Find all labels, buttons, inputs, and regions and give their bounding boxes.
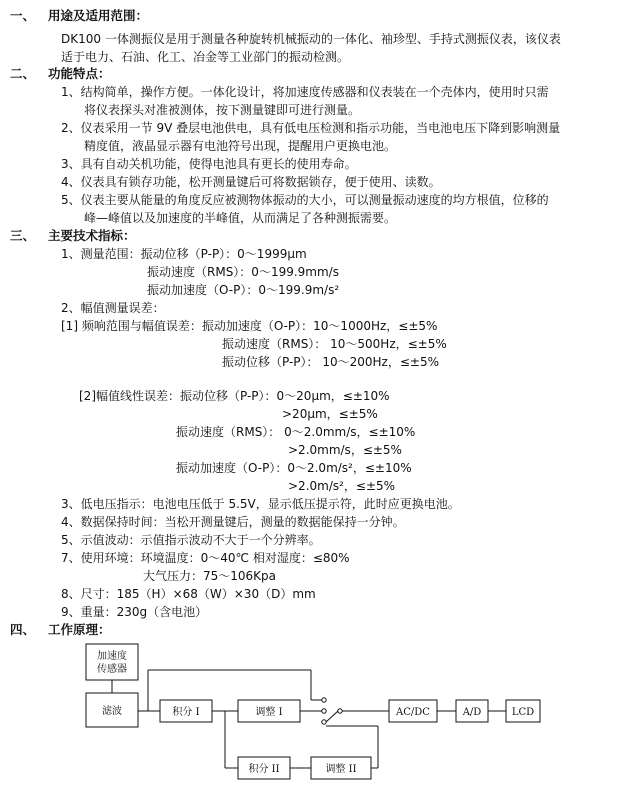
spec-frequency-acceleration: [1] 频响范围与幅值误差：振动加速度（O-P）：10～1000Hz，≤±5%: [61, 319, 438, 333]
spec-dimensions: 8、尺寸：185（H）×68（W）×30（D）mm: [61, 587, 316, 601]
adjust-1-label: 调整 I: [255, 707, 283, 718]
section-1-line-2: 适于电力、石油、化工、冶金等工业部门的振动检测。: [61, 50, 350, 64]
feature-1-line-2: 将仪表探头对准被测体，按下测量键即可进行测量。: [84, 103, 361, 117]
adjust-2-label: 调整 II: [325, 764, 357, 775]
integrator-1-label: 积分 I: [172, 707, 200, 718]
section-4-number: 四、: [10, 622, 36, 637]
section-4-title: 工作原理：: [48, 622, 111, 637]
section-3-number: 三、: [10, 228, 36, 243]
sensor-label-2: 传感器: [97, 664, 127, 675]
spec-frequency-velocity: 振动速度（RMS）： 10～500Hz，≤±5%: [222, 337, 447, 351]
filter-label: 滤波: [102, 706, 122, 717]
feature-5-line-2: 峰—峰值以及加速度的半峰值，从而满足了各种测振需要。: [84, 211, 397, 225]
section-1-title: 用途及适用范围：: [48, 8, 149, 23]
section-1-line-1: DK100 一体测振仪是用于测量各种旋转机械振动的一体化、袖珍型、手持式测振仪表，该仪表: [61, 32, 561, 46]
spec-linearity-displacement-2: >20μm，≤±5%: [282, 407, 378, 421]
spec-linearity-acceleration-2: >2.0m/s²，≤±5%: [288, 479, 396, 493]
section-1-number: 一、: [10, 8, 36, 23]
feature-2-line-1: 2、仪表采用一节 9V 叠层电池供电，具有低电压检测和指示功能，当电池电压下降到影响测量: [61, 121, 561, 135]
spec-linearity-acceleration-1: 振动加速度（O-P）：0～2.0m/s²，≤±10%: [176, 461, 412, 475]
spec-environment: 7、使用环境：环境温度：0～40℃ 相对湿度：≤80%: [61, 551, 350, 565]
spec-weight: 9、重量：230g（含电池）: [61, 605, 208, 619]
section-2-title: 功能特点：: [48, 66, 111, 81]
feature-5-line-1: 5、仪表主要从能量的角度反应被测物体振动的大小，可以测量振动速度的均方根值，位移的: [61, 193, 549, 207]
selector-switch: [322, 698, 342, 724]
feature-2-line-2: 精度值，液晶显示器有电池符号出现，提醒用户更换电池。: [84, 139, 397, 153]
section-3-title: 主要技术指标：: [48, 228, 136, 243]
feature-3: 3、具有自动关机功能，使得电池具有更长的使用寿命。: [61, 157, 357, 171]
integrator-2-label: 积分 II: [248, 764, 280, 775]
lcd-label: LCD: [511, 707, 535, 718]
spec-fluctuation: 5、示值波动：示值指示波动不大于一个分辨率。: [61, 533, 321, 547]
feature-4: 4、仪表具有锁存功能，松开测量键后可将数据锁存，便于使用、读数。: [61, 175, 441, 189]
acdc-label: AC/DC: [396, 707, 430, 718]
spec-linearity-velocity-1: 振动速度（RMS）： 0～2.0mm/s，≤±10%: [176, 425, 416, 439]
spec-frequency-displacement: 振动位移（P-P）： 10～200Hz，≤±5%: [222, 355, 439, 369]
feature-1-line-1: 1、结构简单，操作方便。一体化设计，将加速度传感器和仪表装在一个壳体内，使用时只需: [61, 85, 549, 99]
spec-data-hold: 4、数据保持时间：当松开测量键后，测量的数据能保持一分钟。: [61, 515, 405, 529]
sensor-label-1: 加速度: [97, 651, 127, 662]
spec-range-acceleration: 振动加速度（O-P）：0～199.9m/s²: [147, 283, 340, 297]
spec-pressure: 大气压力：75～106Kpa: [143, 569, 277, 583]
section-2-number: 二、: [10, 66, 36, 81]
spec-amplitude-error-heading: 2、幅值测量误差：: [61, 301, 165, 315]
spec-range-displacement: 1、测量范围：振动位移（P-P）：0～1999μm: [61, 247, 307, 261]
spec-low-voltage: 3、低电压指示：电池电压低于 5.5V，显示低压提示符，此时应更换电池。: [61, 497, 460, 511]
ad-label: A/D: [462, 707, 482, 718]
spec-range-velocity: 振动速度（RMS）：0～199.9mm/s: [147, 265, 339, 279]
spec-linearity-velocity-2: >2.0mm/s，≤±5%: [288, 443, 402, 457]
spec-linearity-displacement-1: [2]幅值线性误差：振动位移（P-P）：0～20μm，≤±10%: [79, 389, 390, 403]
